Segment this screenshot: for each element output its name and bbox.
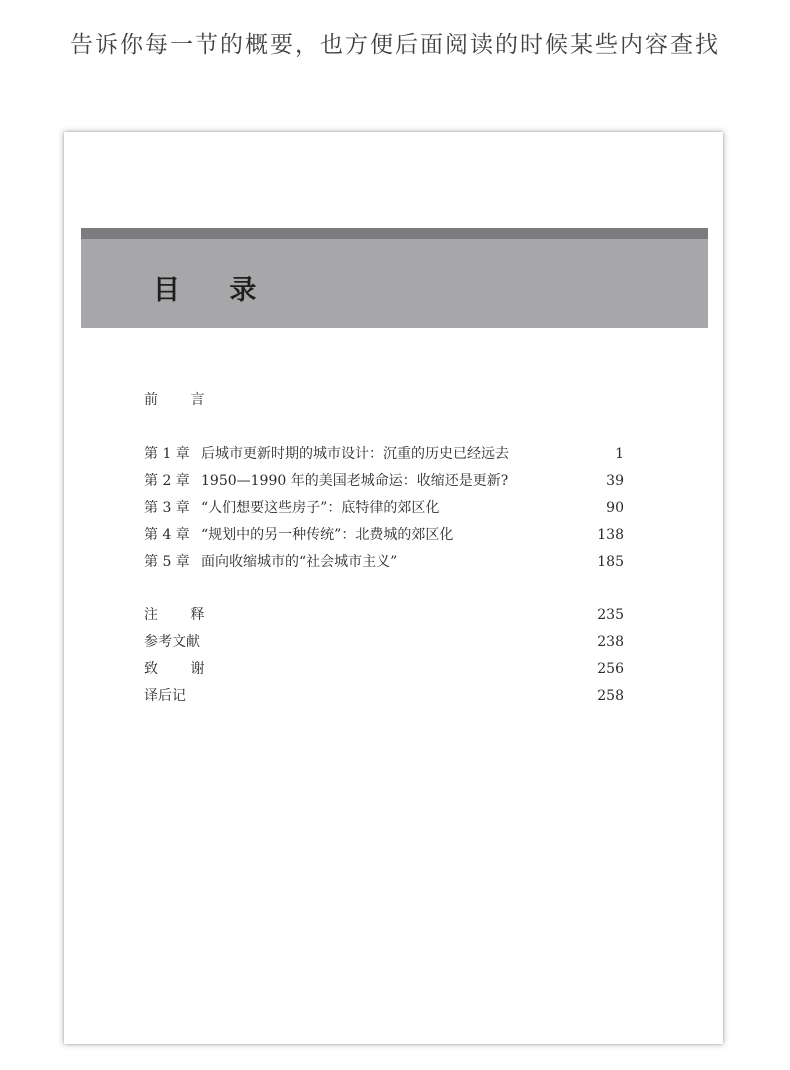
chapter-title: “规划中的另一种传统”：北费城的郊区化 [201, 527, 454, 543]
backmatter-page: 235 [597, 607, 624, 623]
toc-preface-label: 前 言 [144, 392, 219, 408]
chapter-page: 1 [615, 446, 624, 462]
chapter-label: 第 4 章 [144, 527, 190, 543]
chapter-page: 39 [606, 473, 624, 489]
toc-backmatter-row [144, 659, 624, 679]
toc-chapter-row [144, 552, 624, 572]
toc-banner [81, 228, 708, 328]
chapter-title: 面向收缩城市的“社会城市主义” [201, 554, 398, 570]
toc-chapter-row [144, 471, 624, 491]
chapter-page: 90 [606, 500, 624, 516]
chapter-label: 第 1 章 [144, 446, 190, 462]
book-page [64, 132, 723, 1044]
chapter-label: 第 2 章 [144, 473, 190, 489]
chapter-page: 138 [597, 527, 624, 543]
toc-backmatter-row [144, 605, 624, 625]
backmatter-label: 译后记 [144, 688, 186, 704]
backmatter-label: 参考文献 [144, 634, 200, 650]
backmatter-label: 注 释 [144, 607, 219, 623]
chapter-title: 1950—1990 年的美国老城命运：收缩还是更新? [201, 473, 509, 489]
chapter-page: 185 [597, 554, 624, 570]
banner-stripe [81, 228, 708, 239]
toc-backmatter-row [144, 632, 624, 652]
promo-caption: 告诉你每一节的概要，也方便后面阅读的时候某些内容查找 [70, 32, 720, 58]
backmatter-page: 258 [597, 688, 624, 704]
toc-preface [144, 390, 624, 410]
toc-chapter-row [144, 498, 624, 518]
toc-chapter-row [144, 525, 624, 545]
chapter-title: “人们想要这些房子”：底特律的郊区化 [201, 500, 440, 516]
toc-heading: 目 录 [153, 275, 277, 306]
toc-backmatter-row [144, 686, 624, 706]
chapter-title: 后城市更新时期的城市设计：沉重的历史已经远去 [201, 446, 509, 462]
backmatter-page: 238 [597, 634, 624, 650]
toc-chapter-row [144, 444, 624, 464]
chapter-label: 第 5 章 [144, 554, 190, 570]
chapter-label: 第 3 章 [144, 500, 190, 516]
backmatter-label: 致 谢 [144, 661, 219, 677]
backmatter-page: 256 [597, 661, 624, 677]
